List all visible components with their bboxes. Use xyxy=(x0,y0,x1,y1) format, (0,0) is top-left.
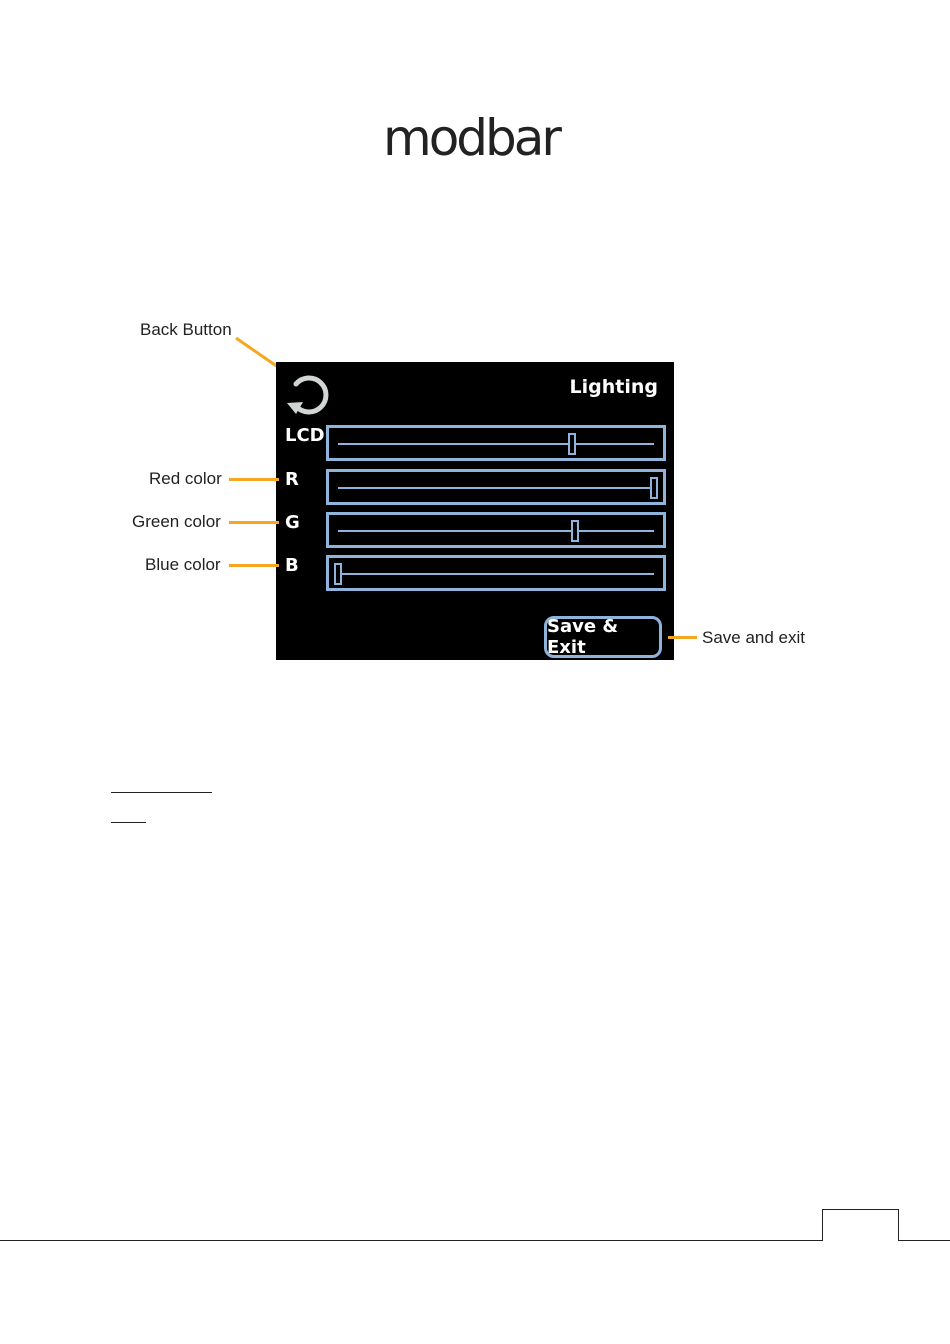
label-r: R xyxy=(285,469,299,490)
footer-rule xyxy=(0,1240,950,1241)
slider-thumb[interactable] xyxy=(571,520,579,542)
slider-track xyxy=(338,487,654,489)
blue-slider[interactable] xyxy=(326,555,666,591)
slider-track xyxy=(338,573,654,575)
callout-save-leader xyxy=(668,636,697,639)
callout-red-color: Red color xyxy=(149,469,222,488)
callout-red-leader xyxy=(229,478,279,481)
underline-rule xyxy=(111,822,146,823)
page-number-tab xyxy=(822,1209,899,1241)
screen-title: Lighting xyxy=(569,376,658,398)
refresh-back-icon xyxy=(284,370,332,418)
callout-blue-leader xyxy=(229,564,279,567)
slider-thumb[interactable] xyxy=(334,563,342,585)
label-g: G xyxy=(285,512,300,533)
underline-rule xyxy=(111,792,212,793)
label-b: B xyxy=(285,555,299,576)
modbar-logo: modbar xyxy=(383,109,559,167)
red-slider[interactable] xyxy=(326,469,666,505)
callout-blue-color: Blue color xyxy=(145,555,221,574)
callout-green-leader xyxy=(229,521,279,524)
callout-save-exit: Save and exit xyxy=(702,628,806,647)
green-slider[interactable] xyxy=(326,512,666,548)
back-button[interactable] xyxy=(284,370,332,418)
save-exit-button[interactable]: Save & Exit xyxy=(544,616,662,658)
callout-green-color: Green color xyxy=(132,512,221,531)
lighting-screen xyxy=(276,362,674,660)
slider-thumb[interactable] xyxy=(568,433,576,455)
lcd-slider[interactable] xyxy=(326,425,666,461)
label-lcd: LCD xyxy=(285,425,325,446)
callout-back-button: Back Button xyxy=(140,320,232,339)
slider-track xyxy=(338,530,654,532)
slider-thumb[interactable] xyxy=(650,477,658,499)
slider-track xyxy=(338,443,654,445)
